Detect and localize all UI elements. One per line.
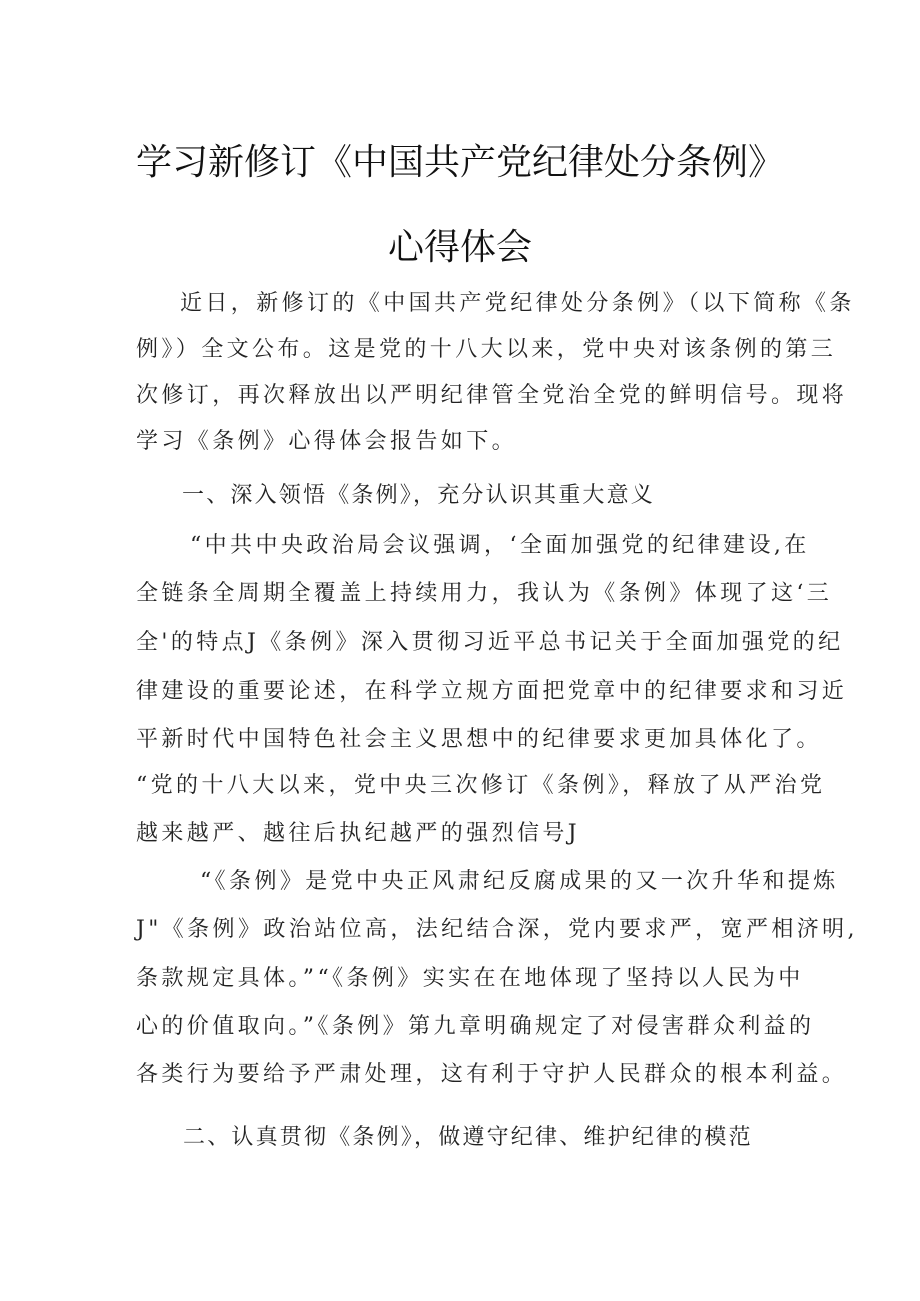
section-heading-2: 二、认真贯彻《条例》，做遵守纪律、维护纪律的模范 <box>183 1125 753 1150</box>
paragraph-2-line-6: “党的十八大以来，党中央三次修订《条例》，释放了从严治党 <box>136 773 826 798</box>
paragraph-3-line-5: 各类行为要给予严肃处理，这有利于守护人民群众的根本利益。 <box>136 1062 848 1087</box>
paragraph-2-line-4: 律建设的重要论述，在科学立规方面把党章中的纪律要求和习近 <box>136 679 848 704</box>
document-title-line-1: 学习新修订《中国共产党纪律处分条例》 <box>135 142 784 183</box>
paragraph-2-line-5: 平新时代中国特色社会主义思想中的纪律要求更加具体化了。 <box>136 727 822 752</box>
paragraph-2-line-3: 全'的特点J《条例》深入贯彻习近平总书记关于全面加强党的纪 <box>136 630 844 655</box>
paragraph-3-line-3: 条款规定具体。”“《条例》实实在在地体现了坚持以人民为中 <box>136 966 804 991</box>
section-heading-1: 一、深入领悟《条例》，充分认识其重大意义 <box>182 483 656 508</box>
paragraph-2-line-7: 越来越严、越往后执纪越严的强烈信号J <box>136 821 581 846</box>
paragraph-3-line-4: 心的价值取向。”《条例》第九章明确规定了对侵害群众利益的 <box>136 1014 815 1039</box>
paragraph-3-line-2: J"《条例》政治站位高，法纪结合深，党内要求严，宽严相济明, <box>136 917 858 942</box>
document-title-line-2: 心得体会 <box>387 227 532 268</box>
paragraph-intro-line-2: 例》）全文公布。这是党的十八大以来，党中央对该条例的第三 <box>136 337 837 362</box>
paragraph-3-line-1: “《条例》是党中央正风肃纪反腐成果的又一次升华和提炼 <box>200 869 839 894</box>
paragraph-2-line-2: 全链条全周期全覆盖上持续用力，我认为《条例》体现了这‘三 <box>136 581 833 606</box>
paragraph-intro-line-4: 学习《条例》心得体会报告如下。 <box>136 429 518 454</box>
paragraph-intro-line-1: 近日，新修订的《中国共产党纪律处分条例》（以下简称《条 <box>180 291 855 316</box>
paragraph-2-line-1: “中共中央政治局会议强调，‘全面加强党的纪律建设,在 <box>190 533 810 558</box>
paragraph-intro-line-3: 次修订，再次释放出以严明纪律管全党治全党的鲜明信号。现将 <box>136 383 848 408</box>
